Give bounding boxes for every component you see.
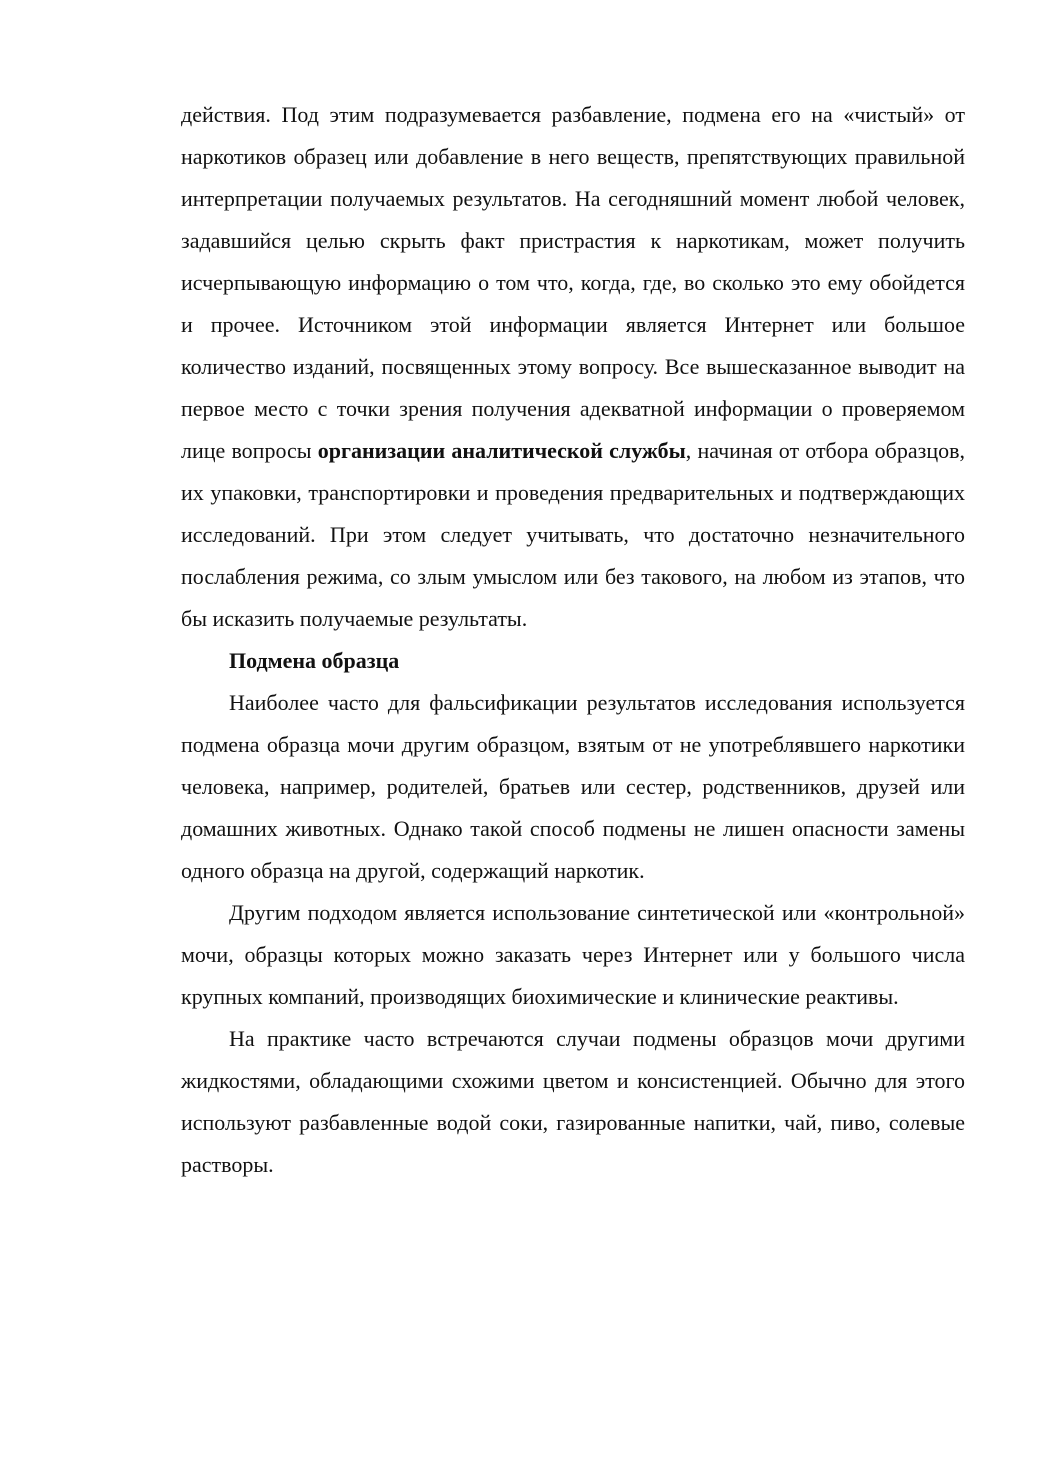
paragraph-text: , начиная от отбора образцов, их упаковки, транспортировки и проведения предварительных и подтверждающих исследований. При этом следует учитывать, что достаточно незначительного послабления режима, со злым умыслом или без такового, на любом из этапов, что бы исказить получаемые результаты. xyxy=(181,438,965,631)
bold-phrase: организации аналитической службы xyxy=(317,438,686,463)
paragraph-sample-substitution: Наиболее часто для фальсификации результатов исследования используется подмена образца мочи другим образцом, взятым от не употреблявшего наркотики человека, например, родителей, братьев или сестер, родственников, друзей или домашних животных. Однако такой способ подмены не лишен опасности замены одного образца на другой, содержащий наркотик. xyxy=(181,690,965,883)
paragraph-other-liquids: На практике часто встречаются случаи подмены образцов мочи другими жидкостями, обладающими схожими цветом и консистенцией. Обычно для этого используют разбавленные водой соки, газированные напитки, чай, пиво, солевые растворы. xyxy=(181,1026,965,1177)
paragraph-continuation xyxy=(181,94,965,640)
paragraph-synthetic-urine: Другим подходом является использование синтетической или «контрольной» мочи, образцы которых можно заказать через Интернет или у большого числа крупных компаний, производящих биохимические и клинические реактивы. xyxy=(181,900,965,1009)
document-body xyxy=(181,94,965,1186)
paragraph-text: действия. Под этим подразумевается разбавление, подмена его на «чистый» от наркотиков образец или добавление в него веществ, препятствующих правильной интерпретации получаемых результатов. На сегодняшний момент любой человек, задавшийся целью скрыть факт пристрастия к наркотикам, может получить исчерпывающую информацию о том что, когда, где, во сколько это ему обойдется и прочее. Источником этой информации является Интернет или большое количество изданий, посвященных этому вопросу. Все вышесказанное выводит на первое место с точки зрения получения адекватной информации о проверяемом лице вопросы xyxy=(181,102,965,463)
section-heading: Подмена образца xyxy=(229,648,400,673)
